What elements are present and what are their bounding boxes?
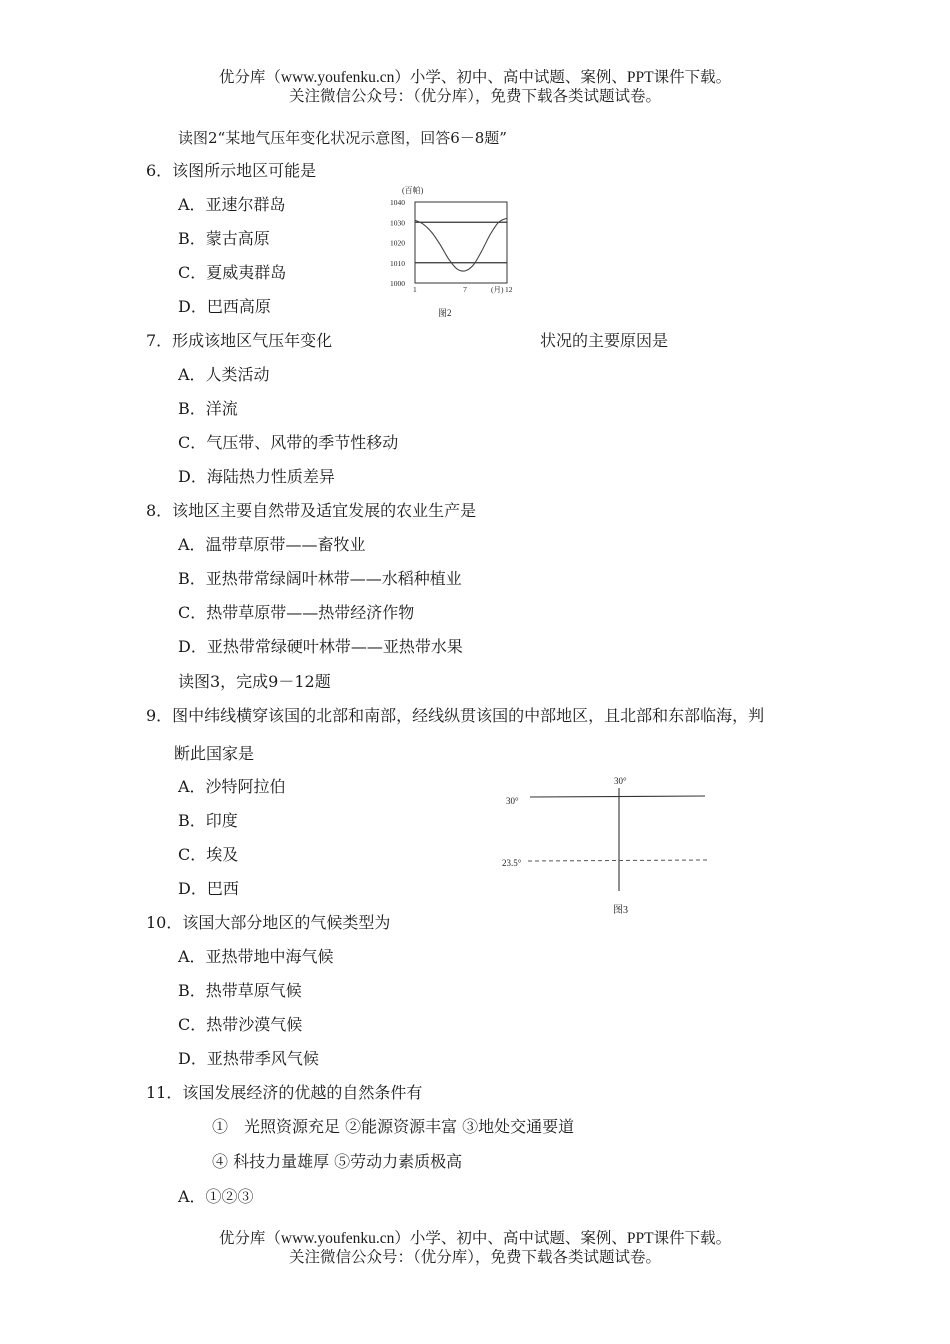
x-tick-label: 12 bbox=[505, 285, 513, 294]
intro-figure3: 读图3，完成9－12题 bbox=[178, 672, 331, 691]
latitude-30-label: 30° bbox=[506, 796, 519, 806]
q9-option-c: C．埃及 bbox=[178, 845, 239, 864]
figure-3-caption: 图3 bbox=[613, 905, 628, 916]
figure-2-caption: 图2 bbox=[438, 308, 452, 318]
q9-option-b: B．印度 bbox=[178, 811, 238, 830]
q7-stem-part-b: 状况的主要原因是 bbox=[540, 331, 669, 350]
y-tick-label: 1040 bbox=[390, 198, 405, 207]
q11-items-line-1: ① 光照资源充足 ②能源资源丰富 ③地处交通要道 bbox=[212, 1117, 575, 1136]
q11-stem: 11．该国发展经济的优越的自然条件有 bbox=[146, 1083, 423, 1102]
y-tick-label: 1010 bbox=[390, 258, 405, 268]
q11-items-line-2: ④ 科技力量雄厚 ⑤劳动力素质极高 bbox=[212, 1152, 463, 1171]
q9-option-d: D．巴西 bbox=[178, 879, 239, 898]
q8-option-a: A．温带草原带——畜牧业 bbox=[178, 535, 366, 554]
q7-option-b: B．洋流 bbox=[178, 399, 238, 418]
q10-stem: 10．该国大部分地区的气候类型为 bbox=[146, 913, 391, 932]
figure-2-chart bbox=[388, 182, 518, 322]
q6-option-a: A．亚速尔群岛 bbox=[178, 195, 286, 214]
tropic-line bbox=[528, 860, 707, 861]
q8-option-c: C．热带草原带——热带经济作物 bbox=[178, 603, 415, 622]
x-tick-label: 7 bbox=[463, 285, 467, 294]
q8-option-d: D．亚热带常绿硬叶林带——亚热带水果 bbox=[178, 637, 463, 656]
y-tick-label: 1000 bbox=[390, 279, 405, 288]
header-line-2: 关注微信公众号：（优分库），免费下载各类试题试卷。 bbox=[288, 88, 661, 105]
q7-option-a: A．人类活动 bbox=[178, 365, 270, 384]
footer-line-2: 关注微信公众号：（优分库），免费下载各类试题试卷。 bbox=[288, 1249, 661, 1266]
meridian-label: 30° bbox=[614, 776, 627, 786]
q11-option-a: A．①②③ bbox=[178, 1187, 254, 1206]
q10-option-d: D．亚热带季风气候 bbox=[178, 1049, 319, 1068]
q10-option-b: B．热带草原气候 bbox=[178, 981, 302, 1000]
header-line-1: 优分库（www.youfenku.cn）小学、初中、高中试题、案例、PPT课件下载。 bbox=[218, 69, 732, 86]
figure-3-diagram bbox=[496, 770, 716, 920]
q6-option-d: D．巴西高原 bbox=[178, 297, 271, 316]
q9-stem-line-1: 9．图中纬线横穿该国的北部和南部，经线纵贯该国的中部地区，且北部和东部临海，判 bbox=[146, 706, 765, 725]
q10-option-c: C．热带沙漠气候 bbox=[178, 1015, 303, 1034]
q6-option-b: B．蒙古高原 bbox=[178, 229, 270, 248]
q10-option-a: A．亚热带地中海气候 bbox=[178, 947, 334, 966]
y-axis-unit-label: (百帕) bbox=[402, 186, 424, 195]
latitude-30-line bbox=[530, 796, 705, 797]
q8-option-b: B．亚热带常绿阔叶林带——水稻种植业 bbox=[178, 569, 462, 588]
x-tick-label: 1 bbox=[413, 285, 417, 294]
q8-stem: 8．该地区主要自然带及适宜发展的农业生产是 bbox=[146, 501, 477, 520]
intro-figure2: 读图2“某地气压年变化状况示意图，回答6－8题” bbox=[178, 129, 507, 147]
q6-option-c: C．夏威夷群岛 bbox=[178, 263, 287, 282]
q7-option-c: C．气压带、风带的季节性移动 bbox=[178, 433, 399, 452]
x-axis-unit-label: (月) bbox=[491, 285, 504, 294]
footer-line-1: 优分库（www.youfenku.cn）小学、初中、高中试题、案例、PPT课件下载。 bbox=[218, 1230, 732, 1247]
q6-stem: 6．该图所示地区可能是 bbox=[146, 161, 317, 180]
y-tick-label: 1030 bbox=[390, 218, 405, 228]
q7-stem-part-a: 7．形成该地区气压年变化 bbox=[146, 331, 333, 350]
q9-option-a: A．沙特阿拉伯 bbox=[178, 777, 286, 796]
q9-stem-line-2: 断此国家是 bbox=[174, 744, 255, 763]
latitude-23-5-label: 23.5° bbox=[502, 858, 522, 868]
y-tick-label: 1020 bbox=[390, 238, 405, 248]
q7-option-d: D．海陆热力性质差异 bbox=[178, 467, 335, 486]
